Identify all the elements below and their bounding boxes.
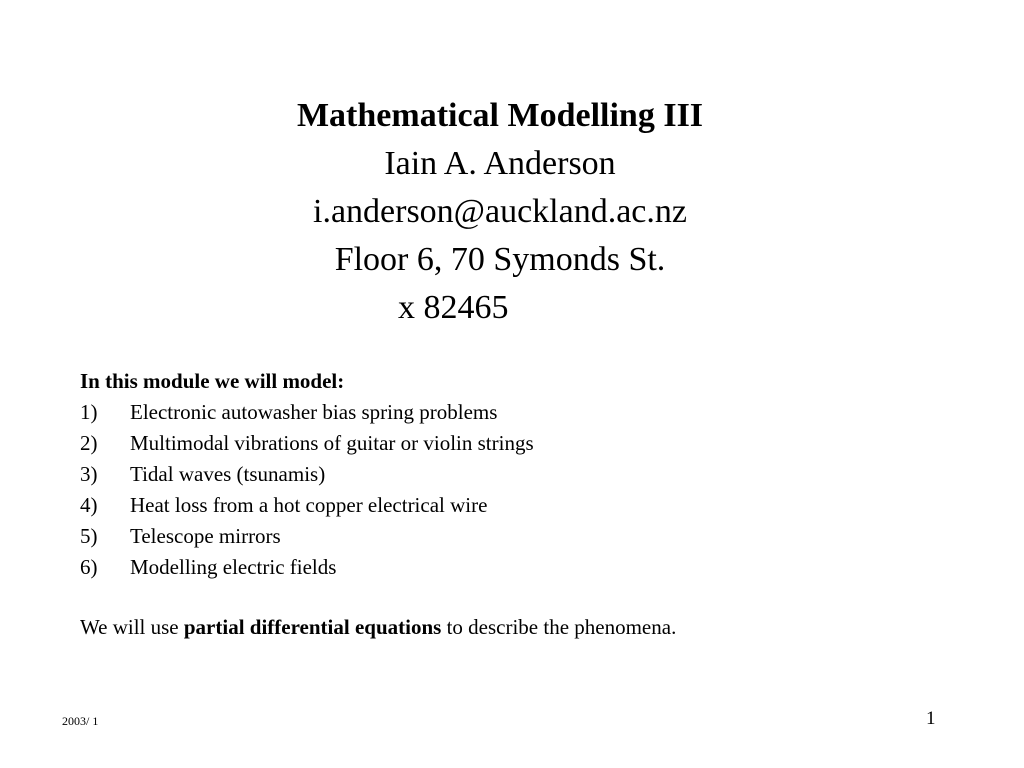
list-item-number: 5) — [80, 524, 98, 548]
author-email: i.anderson@auckland.ac.nz — [313, 193, 687, 230]
author-address: Floor 6, 70 Symonds St. — [334, 241, 666, 278]
list-item-number: 4) — [80, 493, 98, 517]
slide-header — [0, 92, 1000, 284]
list-item-text: Modelling electric fields — [130, 555, 337, 579]
page-number: 1 — [926, 708, 936, 729]
slide-title: Mathematical Modelling III — [296, 97, 704, 134]
list-item — [80, 490, 980, 521]
author-phone: x 82465 — [398, 289, 509, 326]
module-section — [80, 366, 980, 583]
summary-sentence — [80, 612, 676, 643]
module-heading: In this module we will model: — [80, 369, 345, 393]
footer-date: 2003/ 1 — [62, 714, 99, 728]
list-item-number: 3) — [80, 462, 98, 486]
author-name: Iain A. Anderson — [384, 145, 616, 182]
summary-emphasis: partial differential equations — [183, 615, 442, 639]
list-item-text: Heat loss from a hot copper electrical wire — [130, 493, 488, 517]
list-item-number: 6) — [80, 555, 98, 579]
list-item — [80, 459, 980, 490]
list-item — [80, 428, 980, 459]
topic-list — [80, 397, 980, 583]
summary-prefix: We will use — [80, 615, 184, 639]
list-item — [80, 552, 980, 583]
list-item-number: 2) — [80, 431, 98, 455]
list-item — [80, 397, 980, 428]
list-item-number: 1) — [80, 400, 98, 424]
list-item-text: Multimodal vibrations of guitar or violin strings — [130, 431, 534, 455]
list-item-text: Telescope mirrors — [130, 524, 281, 548]
list-item-text: Tidal waves (tsunamis) — [130, 462, 326, 486]
summary-suffix: to describe the phenomena. — [441, 615, 677, 639]
list-item — [80, 521, 980, 552]
list-item-text: Electronic autowasher bias spring problems — [130, 400, 498, 424]
